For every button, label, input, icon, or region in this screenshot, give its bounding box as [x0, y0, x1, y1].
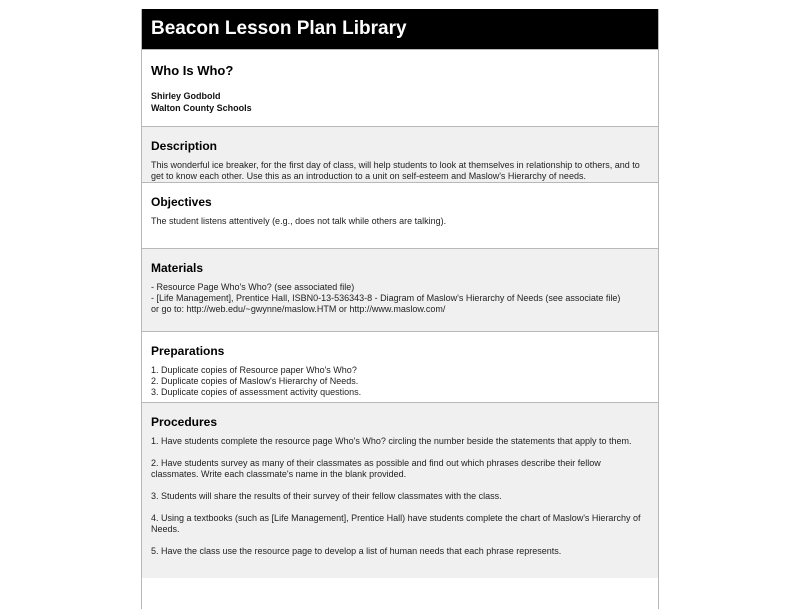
materials-section	[142, 248, 658, 331]
lesson-title: Who Is Who?	[151, 63, 234, 78]
procedures-heading: Procedures	[151, 415, 218, 429]
procedure-item: 1. Have students complete the resource page Who's Who? circling the number beside the statements that apply to them.	[151, 436, 632, 446]
lesson-plan-page	[141, 9, 659, 609]
procedure-item: 4. Using a textbooks (such as [Life Management], Prentice Hall) have students complete the chart of Maslow's Hierarchy of Needs.	[151, 513, 641, 534]
materials-line: or go to: http://web.edu/~gwynne/maslow.HTM or http://www.maslow.com/	[151, 304, 446, 314]
procedure-item: 3. Students will share the results of their survey of their fellow classmates with the class.	[151, 491, 502, 501]
site-header	[142, 9, 658, 49]
preparations-section	[142, 331, 658, 402]
lesson-author: Shirley Godbold	[151, 91, 221, 101]
preparations-line: 3. Duplicate copies of assessment activity questions.	[151, 387, 362, 397]
lesson-title-section	[142, 49, 658, 126]
preparations-line: 1. Duplicate copies of Resource paper Who's Who?	[151, 365, 357, 375]
objectives-heading: Objectives	[151, 195, 212, 209]
materials-line: - [Life Management], Prentice Hall, ISBN0-13-536343-8 - Diagram of Maslow's Hierarchy of Needs (see associate file)	[151, 293, 621, 303]
procedure-item: 5. Have the class use the resource page to develop a list of human needs that each phrase represents.	[151, 546, 562, 556]
preparations-line: 2. Duplicate copies of Maslow's Hierarchy of Needs.	[151, 376, 359, 386]
description-heading: Description	[151, 139, 218, 153]
objectives-section	[142, 182, 658, 248]
site-title: Beacon Lesson Plan Library	[151, 18, 407, 39]
procedure-item: 2. Have students survey as many of their classmates as possible and find out which phrases describe their fellow classmates. Write each classmate's name in the blank provided.	[151, 458, 601, 479]
materials-line: - Resource Page Who's Who? (see associated file)	[151, 282, 355, 292]
materials-heading: Materials	[151, 261, 204, 275]
lesson-school: Walton County Schools	[151, 103, 252, 113]
procedures-section	[142, 402, 658, 578]
objectives-text: The student listens attentively (e.g., does not talk while others are talking).	[151, 216, 447, 226]
description-section	[142, 126, 658, 182]
description-text: This wonderful ice breaker, for the first day of class, will help students to look at themselves in relationship to others, and to get to know each other. Use this as an introduction to a unit on self-esteem and Maslow's Hierarchy of needs.	[151, 160, 640, 181]
preparations-heading: Preparations	[151, 344, 225, 358]
